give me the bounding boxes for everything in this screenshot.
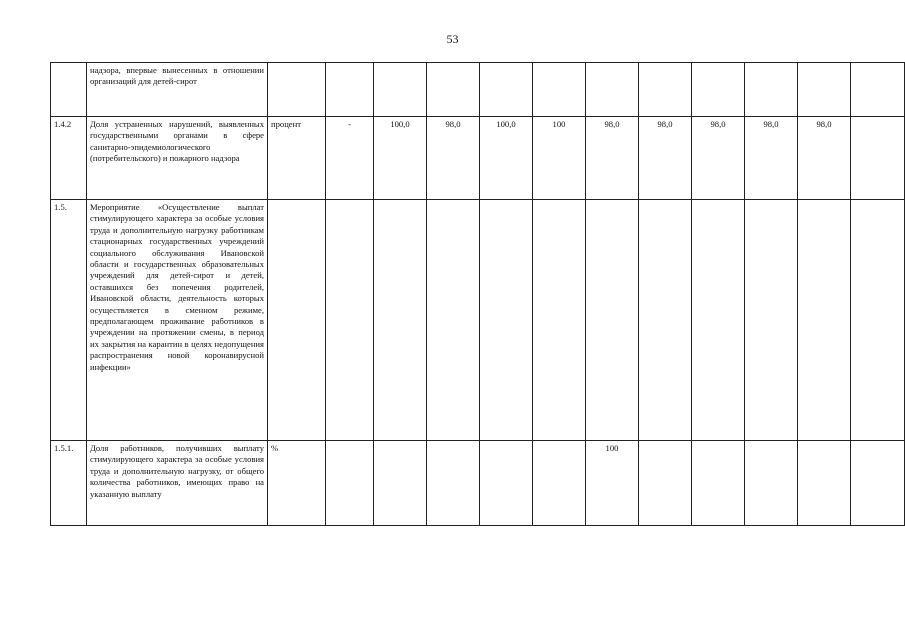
- value-cell: [480, 200, 533, 441]
- value-cell: [745, 441, 798, 526]
- value-cell: 100: [586, 441, 639, 526]
- value-cell: -: [326, 117, 374, 200]
- value-cell: [692, 200, 745, 441]
- value-cell: [427, 63, 480, 117]
- indicator-name-cell: Мероприятие «Осуществление выплат стимулирующего характера за особые условия труда и дополнительную нагрузку работникам стационарных государственных учреждений социального обслуживания Ивановской области и государственных образовательных учреждений для детей-сирот и детей, оставшихся без попечения родителей, Ивановской области, деятельность которых осуществляется в сменном режиме, предполагающем проживание работников в учреждении на протяжении смены, в период их закрытия на карантин в целях недопущения распространения новой коронавирусной инфекции»: [87, 200, 268, 441]
- row-number-cell: 1.5.: [51, 200, 87, 441]
- value-cell: [851, 117, 905, 200]
- value-cell: [326, 200, 374, 441]
- value-cell: [586, 63, 639, 117]
- value-cell: 100,0: [480, 117, 533, 200]
- row-number-cell: 1.4.2: [51, 117, 87, 200]
- value-cell: 98,0: [586, 117, 639, 200]
- unit-cell: процент: [268, 117, 326, 200]
- value-cell: 98,0: [427, 117, 480, 200]
- value-cell: [798, 63, 851, 117]
- row-number-cell: [51, 63, 87, 117]
- unit-cell: [268, 200, 326, 441]
- value-cell: [692, 441, 745, 526]
- value-cell: [851, 200, 905, 441]
- value-cell: [533, 63, 586, 117]
- value-cell: [374, 441, 427, 526]
- value-cell: 98,0: [798, 117, 851, 200]
- value-cell: [692, 63, 745, 117]
- value-cell: [374, 200, 427, 441]
- table-row: [51, 63, 905, 117]
- value-cell: [639, 441, 692, 526]
- value-cell: [639, 63, 692, 117]
- indicators-table: [50, 62, 905, 526]
- value-cell: [745, 200, 798, 441]
- value-cell: [427, 441, 480, 526]
- table-row: [51, 117, 905, 200]
- value-cell: 98,0: [692, 117, 745, 200]
- value-cell: 98,0: [745, 117, 798, 200]
- table-row: [51, 441, 905, 526]
- value-cell: [533, 200, 586, 441]
- value-cell: [533, 441, 586, 526]
- value-cell: [427, 200, 480, 441]
- value-cell: [745, 63, 798, 117]
- page-number: 53: [446, 32, 459, 46]
- unit-cell: [268, 63, 326, 117]
- indicator-name-cell: Доля работников, получивших выплату стимулирующего характера за особые условия труда и дополнительную нагрузку, от общего количества работников, имеющих право на указанную выплату: [87, 441, 268, 526]
- indicator-name-cell: надзора, впервые вынесенных в отношении организаций для детей-сирот: [87, 63, 268, 117]
- value-cell: [586, 200, 639, 441]
- value-cell: [639, 200, 692, 441]
- value-cell: [480, 441, 533, 526]
- value-cell: [374, 63, 427, 117]
- value-cell: [851, 63, 905, 117]
- value-cell: [480, 63, 533, 117]
- value-cell: 100: [533, 117, 586, 200]
- unit-cell: %: [268, 441, 326, 526]
- table-row: [51, 200, 905, 441]
- value-cell: 100,0: [374, 117, 427, 200]
- indicator-name-cell: Доля устраненных нарушений, выявленных государственными органами в сфере санитарно-эпидемиологического (потребительского) и пожарного надзора: [87, 117, 268, 200]
- value-cell: [851, 441, 905, 526]
- row-number-cell: 1.5.1.: [51, 441, 87, 526]
- value-cell: [798, 200, 851, 441]
- value-cell: [798, 441, 851, 526]
- value-cell: [326, 441, 374, 526]
- value-cell: 98,0: [639, 117, 692, 200]
- value-cell: [326, 63, 374, 117]
